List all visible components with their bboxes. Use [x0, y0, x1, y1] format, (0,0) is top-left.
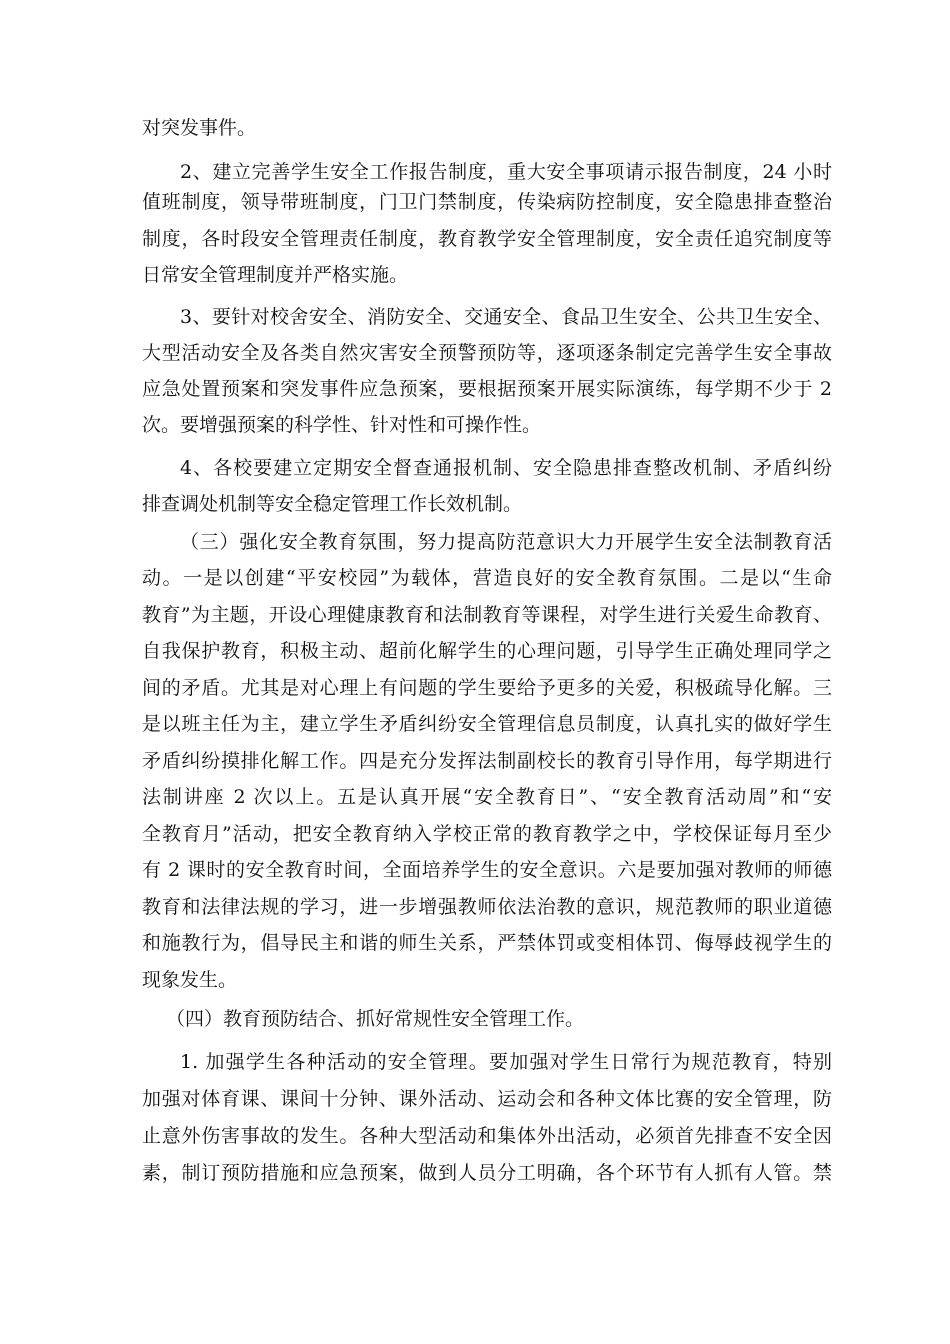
text-line: 和施教行为，倡导民主和谐的师生关系，严禁体罚或变相体罚、侮辱歧视学生的: [142, 932, 832, 954]
text-line: 大型活动安全及各类自然灾害安全预警预防等，逐项逐条制定完善学生安全事故: [142, 342, 832, 364]
text-line: 教育”为主题，开设心理健康教育和法制教育等课程，对学生进行关爱生命教育、: [142, 604, 832, 626]
text-line: 现象发生。: [142, 969, 238, 991]
text-line: 制度，各时段安全管理责任制度，教育教学安全管理制度，安全责任追究制度等: [142, 228, 832, 250]
text-line: （三）强化安全教育氛围，努力提高防范意识大力开展学生安全法制教育活: [180, 531, 832, 553]
section-heading: （四）教育预防结合、抓好常规性安全管理工作。: [166, 1008, 585, 1030]
text-line: 次。要增强预案的科学性、针对性和可操作性。: [142, 414, 542, 436]
text-line: 法制讲座 2 次以上。五是认真开展“安全教育日”、“安全教育活动周”和“安: [142, 786, 832, 808]
text-line: 对突发事件。: [142, 117, 257, 139]
text-line: 加强对体育课、课间十分钟、课外活动、运动会和各种文体比赛的安全管理，防: [142, 1088, 832, 1110]
text-line: 4、各校要建立定期安全督查通报机制、安全隐患排查整改机制、矛盾纠纷: [180, 457, 832, 479]
text-line: 值班制度，领导带班制度，门卫门禁制度，传染病防控制度，安全隐患排查整治: [142, 191, 832, 213]
text-line: 2、建立完善学生安全工作报告制度，重大安全事项请示报告制度，24 小时: [180, 161, 832, 183]
text-line: 教育和法律法规的学习，进一步增强教师依法治教的意识，规范教师的职业道德: [142, 896, 832, 918]
text-line: 动。一是以创建“平安校园”为载体，营造良好的安全教育氛围。二是以“生命: [142, 567, 832, 589]
text-line: 有 2 课时的安全教育时间，全面培养学生的安全意识。六是要加强对教师的师德: [142, 859, 832, 881]
text-line: 排查调处机制等安全稳定管理工作长效机制。: [142, 493, 523, 515]
text-line: 应急处置预案和突发事件应急预案，要根据预案开展实际演练，每学期不少于 2: [142, 378, 832, 400]
text-line: 素，制订预防措施和应急预案，做到人员分工明确，各个环节有人抓有人管。禁: [142, 1162, 832, 1184]
text-line: 间的矛盾。尤其是对心理上有问题的学生要给予更多的关爱，积极疏导化解。三: [142, 677, 832, 699]
text-line: 自我保护教育，积极主动、超前化解学生的心理问题，引导学生正确处理同学之: [142, 640, 832, 662]
text-line: 日常安全管理制度并严格实施。: [142, 264, 409, 286]
text-line: 矛盾纠纷摸排化解工作。四是充分发挥法制副校长的教育引导作用，每学期进行: [142, 750, 832, 772]
text-line: 全教育月”活动，把安全教育纳入学校正常的教育教学之中，学校保证每月至少: [142, 823, 832, 845]
text-line: 3、要针对校舍安全、消防安全、交通安全、食品卫生安全、公共卫生安全、: [180, 306, 832, 328]
text-line: 止意外伤害事故的发生。各种大型活动和集体外出活动，必须首先排查不安全因: [142, 1125, 832, 1147]
text-line: 是以班主任为主，建立学生矛盾纠纷安全管理信息员制度，认真扎实的做好学生: [142, 713, 832, 735]
text-line: 1. 加强学生各种活动的安全管理。要加强对学生日常行为规范教育，特别: [180, 1051, 832, 1073]
